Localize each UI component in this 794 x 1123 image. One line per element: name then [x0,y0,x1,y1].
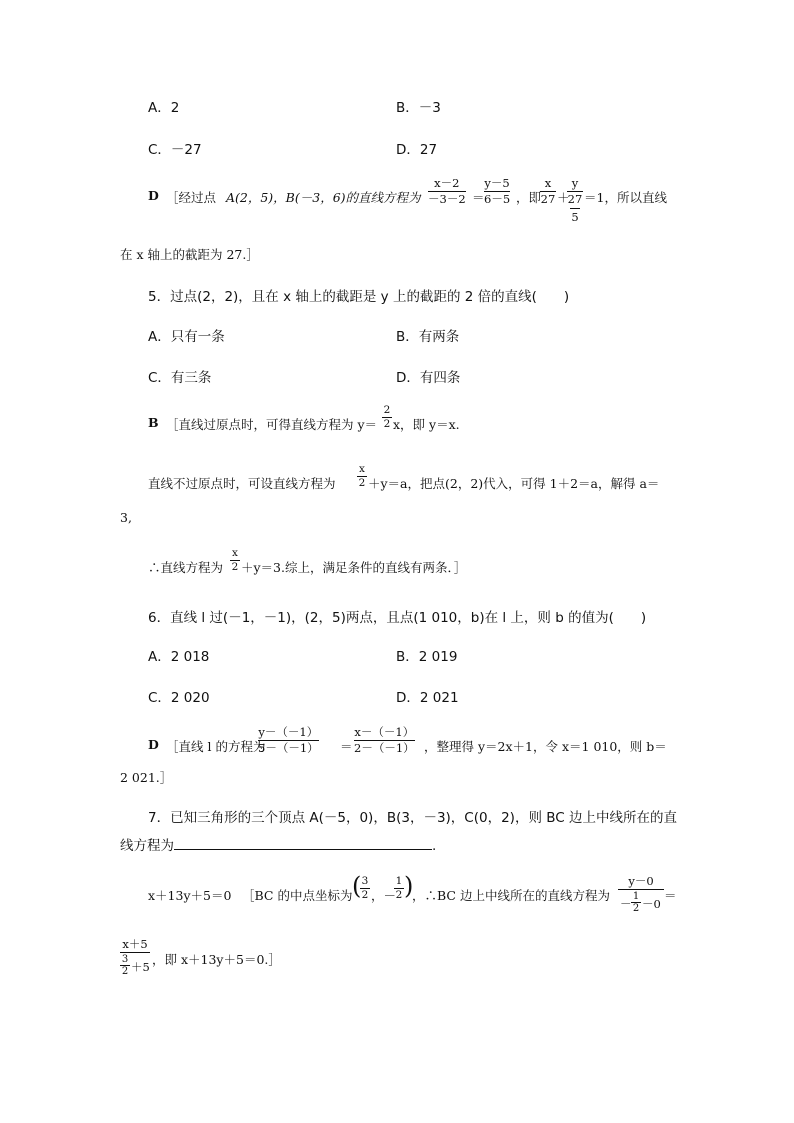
q7-stem-text-2: 线方程为 [120,838,174,854]
q4-option-a: A．2 [148,100,180,116]
q5-f2-num: x [359,463,365,475]
q5-f1-den: 2 [383,418,391,430]
q7-comma: ，－ [371,888,397,903]
q4-f2-num: y－5 [484,176,510,190]
q7-m2-num: 1 [395,875,403,887]
q6-f1-den: 5－（－1） [258,741,319,755]
q7-sol-text-3: ，即 x＋13y＋5＝0.］ [152,952,281,967]
q4-option-d: D．27 [396,142,438,158]
q7-stem-line-2 [120,834,436,854]
q7-midpoint-y [394,876,404,901]
q4-fraction-2 [484,177,510,206]
q7-f2-den-num: 3 [121,954,129,965]
q7-sol-text-2: ，∴BC 边上中线所在的直线方程为 [412,888,610,903]
q7-midpoint-x [360,876,370,901]
q7-f1-den-post: －0 [642,897,661,911]
q7-m2-den: 2 [395,889,403,901]
q5-fraction-2 [357,464,367,489]
q5-sol-text-3b: ＋y＝3.综上，满足条件的直线有两条．］ [241,560,467,575]
q4-sol-points: A(2，5)，B(－3，6)的直线方程为 [226,190,421,205]
q7-f2-den-post: ＋5 [131,960,150,974]
q4-f4-num-inner: 27 [567,192,583,206]
q4-answer-key: D [148,188,159,203]
q7-fraction-2 [120,938,150,980]
q6-sol-text-1: ［直线 l 的方程为 [166,739,266,754]
q5-option-a: A．只有一条 [148,329,225,345]
q6-fraction-1 [258,726,319,755]
q4-sol-text-3: ＝1，所以直线 [584,190,667,205]
q6-eq-sign: ＝ [340,739,353,754]
q5-sol-text-2c: 3, [120,510,132,525]
q7-stem-end: . [432,838,437,854]
q5-fraction-3 [230,548,240,573]
q4-f2-den: 6－5 [484,192,511,206]
q6-answer-key: D [148,737,159,752]
q7-left-paren: ( [352,872,362,900]
q7-f1-den-frac [631,891,641,914]
q5-answer-key: B [148,415,159,430]
q6-fraction-2 [354,726,415,755]
q7-f2-den-den: 2 [121,966,129,977]
q5-sol-text-2b: ＋y＝a，把点(2，2)代入，可得 1＋2＝a，解得 a＝ [368,476,660,491]
q6-f2-den: 2－（－1） [354,741,415,755]
q6-option-c: C．2 020 [148,690,210,706]
q5-f3-den: 2 [231,561,239,573]
q6-option-d: D．2 021 [396,690,459,706]
q4-option-c: C．－27 [148,142,202,158]
q4-sol-text-1: ［经过点 [166,190,217,205]
q7-m1-den: 2 [361,889,369,901]
q5-sol-text-1b: x，即 y＝x. [393,417,460,432]
q7-f2-num: x＋5 [122,937,148,951]
q5-sol-text-2a: 直线不过原点时，可设直线方程为 [148,476,336,491]
q5-option-b: B．有两条 [396,329,460,345]
q7-m1-num: 3 [361,875,369,887]
q7-right-paren: ) [404,872,414,900]
q4-option-b: B．－3 [396,100,441,116]
q7-answer-key: x＋13y＋5＝0 [148,888,232,903]
q7-f1-den-pre: － [620,897,632,911]
q4-f1-num: x－2 [434,176,460,190]
q4-f3-den: 27 [540,192,556,206]
q5-sol-text-3a: ∴直线方程为 [148,560,224,575]
q5-option-d: D．有四条 [396,370,461,386]
q4-sol-text-4: 在 x 轴上的截距为 27.］ [120,247,259,262]
q4-fraction-3 [540,177,556,206]
q4-eq-sign: ＝ [472,190,485,205]
q5-option-c: C．有三条 [148,370,212,386]
q5-f1-num: 2 [383,404,391,416]
q6-option-b: B．2 019 [396,649,458,665]
q7-f1-den-num: 1 [632,891,640,902]
q7-f2-den [120,954,150,980]
q4-sol-text-2: ，即 [516,190,542,205]
q7-answer-blank[interactable] [174,836,432,850]
q6-sol-text-3: 2 021.］ [120,770,173,785]
q7-f1-den [618,891,664,917]
q4-plus: ＋ [557,190,570,205]
q4-f1-den: －3－2 [428,192,466,206]
q4-f4-den-inner: 5 [571,210,579,224]
q6-sol-text-2: ，整理得 y＝2x＋1，令 x＝1 010，则 b＝ [424,739,667,754]
q4-fraction-4 [567,177,583,224]
q7-sol-text-1: ［BC 的中点坐标为 [242,888,353,903]
q7-f1-num: y－0 [628,874,654,888]
q5-f2-den: 2 [358,477,366,489]
q7-fraction-1 [618,875,664,917]
q5-fraction-1 [382,405,392,430]
q4-f4-num: y [571,176,579,190]
q4-fraction-1 [428,177,466,206]
q5-sol-text-1: ［直线过原点时，可得直线方程为 y＝ [166,417,378,432]
q5-stem: 5．过点(2，2)，且在 x 轴上的截距是 y 上的截距的 2 倍的直线( ) [148,289,570,305]
q6-option-a: A．2 018 [148,649,210,665]
q7-stem-line-1: 7．已知三角形的三个顶点 A(－5，0)，B(3，－3)，C(0，2)，则 BC 边上中线所在的直 [148,810,677,826]
q5-f3-num: x [232,547,238,559]
q7-eq-sign: ＝ [664,888,677,903]
q6-stem: 6．直线 l 过(－1，－1)，(2，5)两点，且点(1 010，b)在 l 上，则 b 的值为( ) [148,610,647,626]
q7-f1-den-den: 2 [632,903,640,914]
q6-f1-num: y－（－1） [258,725,319,739]
q4-f3-num: x [544,176,552,190]
q7-f2-den-frac [120,954,130,977]
q6-f2-num: x－（－1） [354,725,415,739]
